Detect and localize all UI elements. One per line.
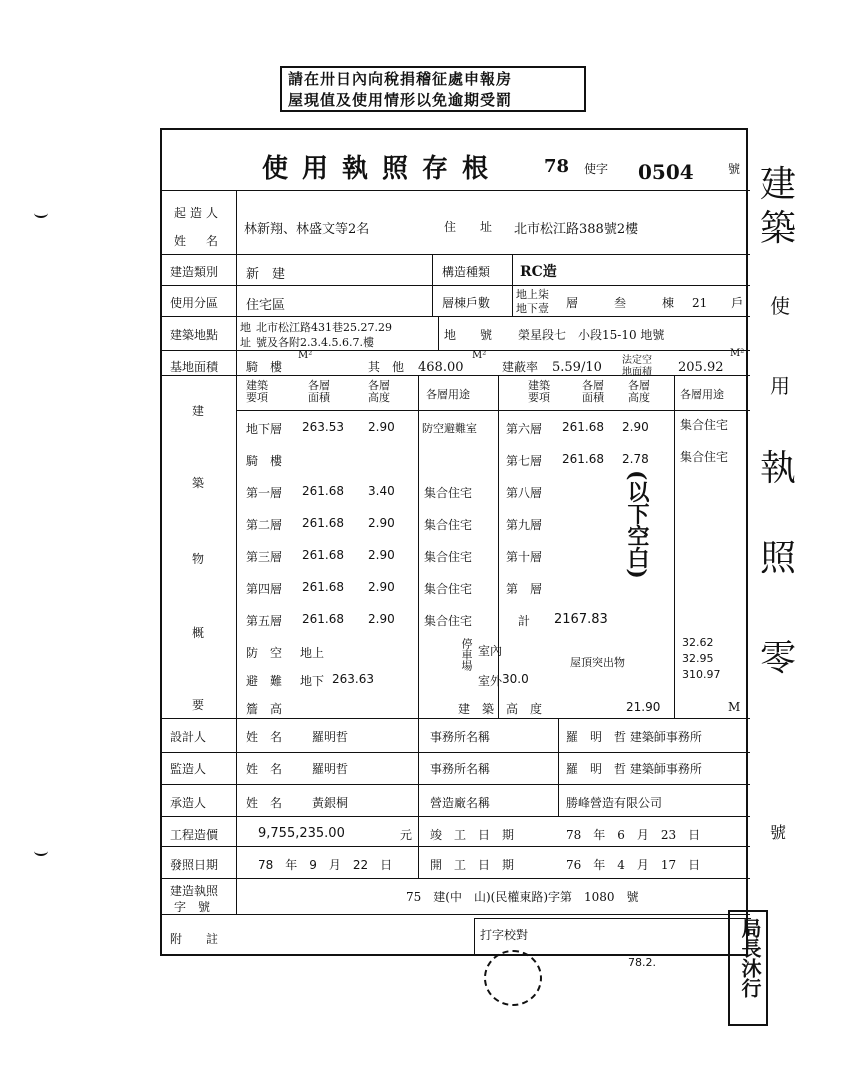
supervisor-office-label: 事務所名稱: [430, 762, 491, 776]
left-row-4-height: 2.90: [368, 548, 395, 562]
building-height-unit: M: [728, 700, 741, 714]
other-area-unit: M²: [472, 350, 487, 361]
left-row-2-height: 3.40: [368, 484, 395, 498]
right-row-1-name: 第七層: [506, 454, 543, 468]
right-row-0-area: 261.68: [562, 420, 604, 434]
right-row-6-name: 計: [518, 614, 531, 628]
zoning-value: 住宅區: [246, 298, 286, 313]
side-label-4: 概: [192, 626, 205, 640]
designer-office: 羅 明 哲 建築師事務所: [566, 730, 702, 744]
left-row-6-height: 2.90: [368, 612, 395, 626]
cost-value: 9,755,235.00: [258, 826, 345, 841]
start-date-label: 開 工 日 期: [430, 858, 515, 872]
director-seal-stamp: [728, 910, 768, 1026]
address-value: 北市松江路388號2樓: [514, 222, 639, 237]
shelter-label-b: 避 難: [246, 674, 283, 688]
col-header-area-right: 各層 面積: [582, 379, 604, 404]
roof-label: 屋頂突出物: [570, 656, 625, 669]
left-row-2-use: 集合住宅: [424, 486, 473, 500]
left-row-4-area: 261.68: [302, 548, 344, 562]
shelter-label-a: 防 空: [246, 646, 283, 660]
site-prefix-1: 地: [240, 321, 251, 334]
designer-name: 羅明哲: [312, 730, 349, 744]
left-row-3-use: 集合住宅: [424, 518, 473, 532]
left-row-4-use: 集合住宅: [424, 550, 473, 564]
left-row-2-name: 第一層: [246, 486, 283, 500]
parking-indoor: 室內: [478, 644, 503, 658]
permit-stub-form: [160, 128, 748, 969]
left-row-1-name: 騎 樓: [246, 454, 283, 468]
left-row-6-name: 第五層: [246, 614, 283, 628]
margin-char-4: 用: [770, 374, 790, 398]
proofread-date: 78.2.: [628, 956, 656, 969]
side-label-5: 要: [192, 698, 205, 712]
form-title: 使用執照存根: [262, 154, 503, 184]
legal-open-label-1: 法定空: [622, 355, 652, 366]
side-label-2: 築: [192, 476, 205, 490]
margin-char-5: 執: [760, 448, 797, 489]
building-height-value: 21.90: [626, 700, 661, 714]
lot-label: 地 號: [444, 328, 493, 342]
completion-label: 竣 工 日 期: [430, 828, 515, 842]
parking-outdoor-value: 30.0: [502, 672, 529, 686]
left-row-5-use: 集合住宅: [424, 582, 473, 596]
permit-value: 75 建(中 山)(民權東路)字第 1080 號: [406, 890, 639, 904]
applicant-name: 林新翔、林盛文等2名: [244, 222, 370, 237]
arcade-label: 騎 樓: [246, 360, 283, 374]
arcade-unit: M²: [298, 350, 313, 361]
lot-value: 榮星段七 小段15-10 地號: [518, 328, 665, 342]
right-row-3-name: 第九層: [506, 518, 543, 532]
coverage-label: 建蔽率: [502, 360, 539, 374]
blank-below-note: (以下空白): [624, 470, 650, 579]
applicant-label-2: 姓 名: [174, 234, 223, 248]
contractor-office-label: 營造廠名稱: [430, 796, 491, 810]
left-row-2-area: 261.68: [302, 484, 344, 498]
address-label: 住 址: [444, 220, 493, 234]
tax-notice-line1: 請在卅日內向稅捐稽征處申報房: [288, 70, 513, 88]
margin-char-8: 號: [770, 823, 787, 842]
start-date: 76 年 4 月 17 日: [566, 858, 701, 872]
other-area-value: 468.00: [418, 360, 464, 375]
cost-unit: 元: [400, 828, 413, 842]
right-row-4-name: 第十層: [506, 550, 543, 564]
site-prefix-2: 址: [240, 336, 251, 349]
left-row-6-use: 集合住宅: [424, 614, 473, 628]
shelter-below-value: 263.63: [332, 672, 374, 686]
right-row-2-name: 第八層: [506, 486, 543, 500]
col-header-area-left: 各層 面積: [308, 379, 330, 404]
side-label-3: 物: [192, 552, 205, 566]
issue-date-label: 發照日期: [170, 858, 219, 872]
floors-buildings: 層 叁 棟: [566, 296, 675, 310]
proofread-label: 打字校對: [480, 928, 529, 942]
left-row-4-name: 第三層: [246, 550, 283, 564]
supervisor-office: 羅 明 哲 建築師事務所: [566, 762, 702, 776]
left-row-5-height: 2.90: [368, 580, 395, 594]
round-seal-stamp: [484, 950, 542, 1006]
col-header-height-left: 各層 高度: [368, 379, 390, 404]
margin-char-7: 零: [760, 638, 797, 679]
margin-char-1: 建: [760, 164, 797, 205]
permit-year: 78: [544, 156, 570, 177]
building-type-value: 新 建: [246, 267, 286, 282]
punch-mark: [34, 208, 48, 218]
left-row-5-area: 261.68: [302, 580, 344, 594]
total-area-value: 2167.83: [554, 612, 608, 627]
designer-office-label: 事務所名稱: [430, 730, 491, 744]
floors-below: 地下壹: [516, 302, 549, 315]
coverage-value: 5.59/10: [552, 360, 602, 375]
contractor-label: 承造人: [170, 796, 207, 810]
building-type-label: 建造類別: [170, 265, 219, 279]
col-header-item-right: 建築 要項: [528, 379, 550, 404]
other-area-label: 其 他: [368, 360, 405, 374]
permit-label-1: 建造執照: [170, 884, 219, 898]
supervisor-label: 監造人: [170, 762, 207, 776]
permit-number: 0504: [638, 160, 694, 184]
permit-label-2: 字 號: [174, 900, 211, 914]
floors-above: 地上柒: [516, 288, 549, 301]
col-header-height-right: 各層 高度: [628, 379, 650, 404]
left-row-0-area: 263.53: [302, 420, 344, 434]
margin-char-2: 築: [760, 208, 797, 249]
contractor-name-label: 姓 名: [246, 796, 283, 810]
issue-date: 78 年 9 月 22 日: [258, 858, 393, 872]
margin-char-3: 使: [770, 294, 790, 318]
legal-open-unit: M²: [730, 348, 745, 359]
right-row-1-use: 集合住宅: [680, 450, 729, 464]
parking-outdoor: 室外: [478, 674, 503, 688]
site-address-2: 號及各附2.3.4.5.6.7.樓: [256, 336, 374, 349]
left-row-6-area: 261.68: [302, 612, 344, 626]
site-label: 建築地點: [170, 328, 219, 342]
margin-char-6: 照: [760, 538, 797, 579]
col-header-use-left: 各層用途: [426, 388, 470, 401]
right-row-1-area: 261.68: [562, 452, 604, 466]
left-row-3-height: 2.90: [368, 516, 395, 530]
left-row-0-use: 防空避難室: [422, 422, 477, 435]
structure-value: RC造: [520, 264, 557, 280]
left-row-0-height: 2.90: [368, 420, 395, 434]
designer-label: 設計人: [170, 730, 207, 744]
floors-label: 層棟戶數: [442, 296, 491, 310]
supervisor-name-label: 姓 名: [246, 762, 283, 776]
roof-value-3: 310.97: [682, 668, 721, 681]
shelter-above: 地上: [300, 646, 325, 660]
permit-prefix: 使字: [584, 162, 609, 176]
col-header-use-right: 各層用途: [680, 388, 724, 401]
roof-value-1: 32.62: [682, 636, 714, 649]
parking-label: 停車場: [460, 638, 473, 671]
legal-open-label-2: 地面積: [622, 367, 652, 378]
cost-label: 工程造價: [170, 828, 219, 842]
completion-date: 78 年 6 月 23 日: [566, 828, 701, 842]
legal-open-value: 205.92: [678, 360, 724, 375]
roof-value-2: 32.95: [682, 652, 714, 665]
building-height-label: 建 築 高 度: [458, 702, 543, 716]
punch-mark: [34, 846, 48, 856]
contractor-name: 黃銀桐: [312, 796, 349, 810]
right-row-5-name: 第 層: [506, 582, 543, 596]
applicant-label-1: 起造人: [174, 206, 223, 220]
units-value: 21 戶: [692, 296, 744, 310]
right-row-0-name: 第六層: [506, 422, 543, 436]
zoning-label: 使用分區: [170, 296, 219, 310]
right-row-1-height: 2.78: [622, 452, 649, 466]
left-row-3-name: 第二層: [246, 518, 283, 532]
left-row-3-area: 261.68: [302, 516, 344, 530]
area-label: 基地面積: [170, 360, 219, 374]
left-row-0-name: 地下層: [246, 422, 283, 436]
tax-notice-stamp: [280, 66, 586, 112]
site-address-1: 北市松江路431巷25.27.29: [256, 321, 392, 334]
shelter-below: 地下: [300, 674, 325, 688]
eave-label: 簷 高: [246, 702, 283, 716]
notes-label: 附 註: [170, 932, 219, 946]
director-seal-text: 局長沐行: [738, 918, 762, 998]
permit-suffix: 號: [728, 162, 741, 176]
contractor-office: 勝峰營造有限公司: [566, 796, 663, 810]
right-row-0-use: 集合住宅: [680, 418, 729, 432]
right-row-0-height: 2.90: [622, 420, 649, 434]
side-label-1: 建: [192, 404, 205, 418]
supervisor-name: 羅明哲: [312, 762, 349, 776]
col-header-item-left: 建築 要項: [246, 379, 268, 404]
tax-notice-line2: 屋現值及使用情形以免逾期受罰: [288, 91, 513, 109]
designer-name-label: 姓 名: [246, 730, 283, 744]
left-row-5-name: 第四層: [246, 582, 283, 596]
structure-label: 構造種類: [442, 265, 491, 279]
